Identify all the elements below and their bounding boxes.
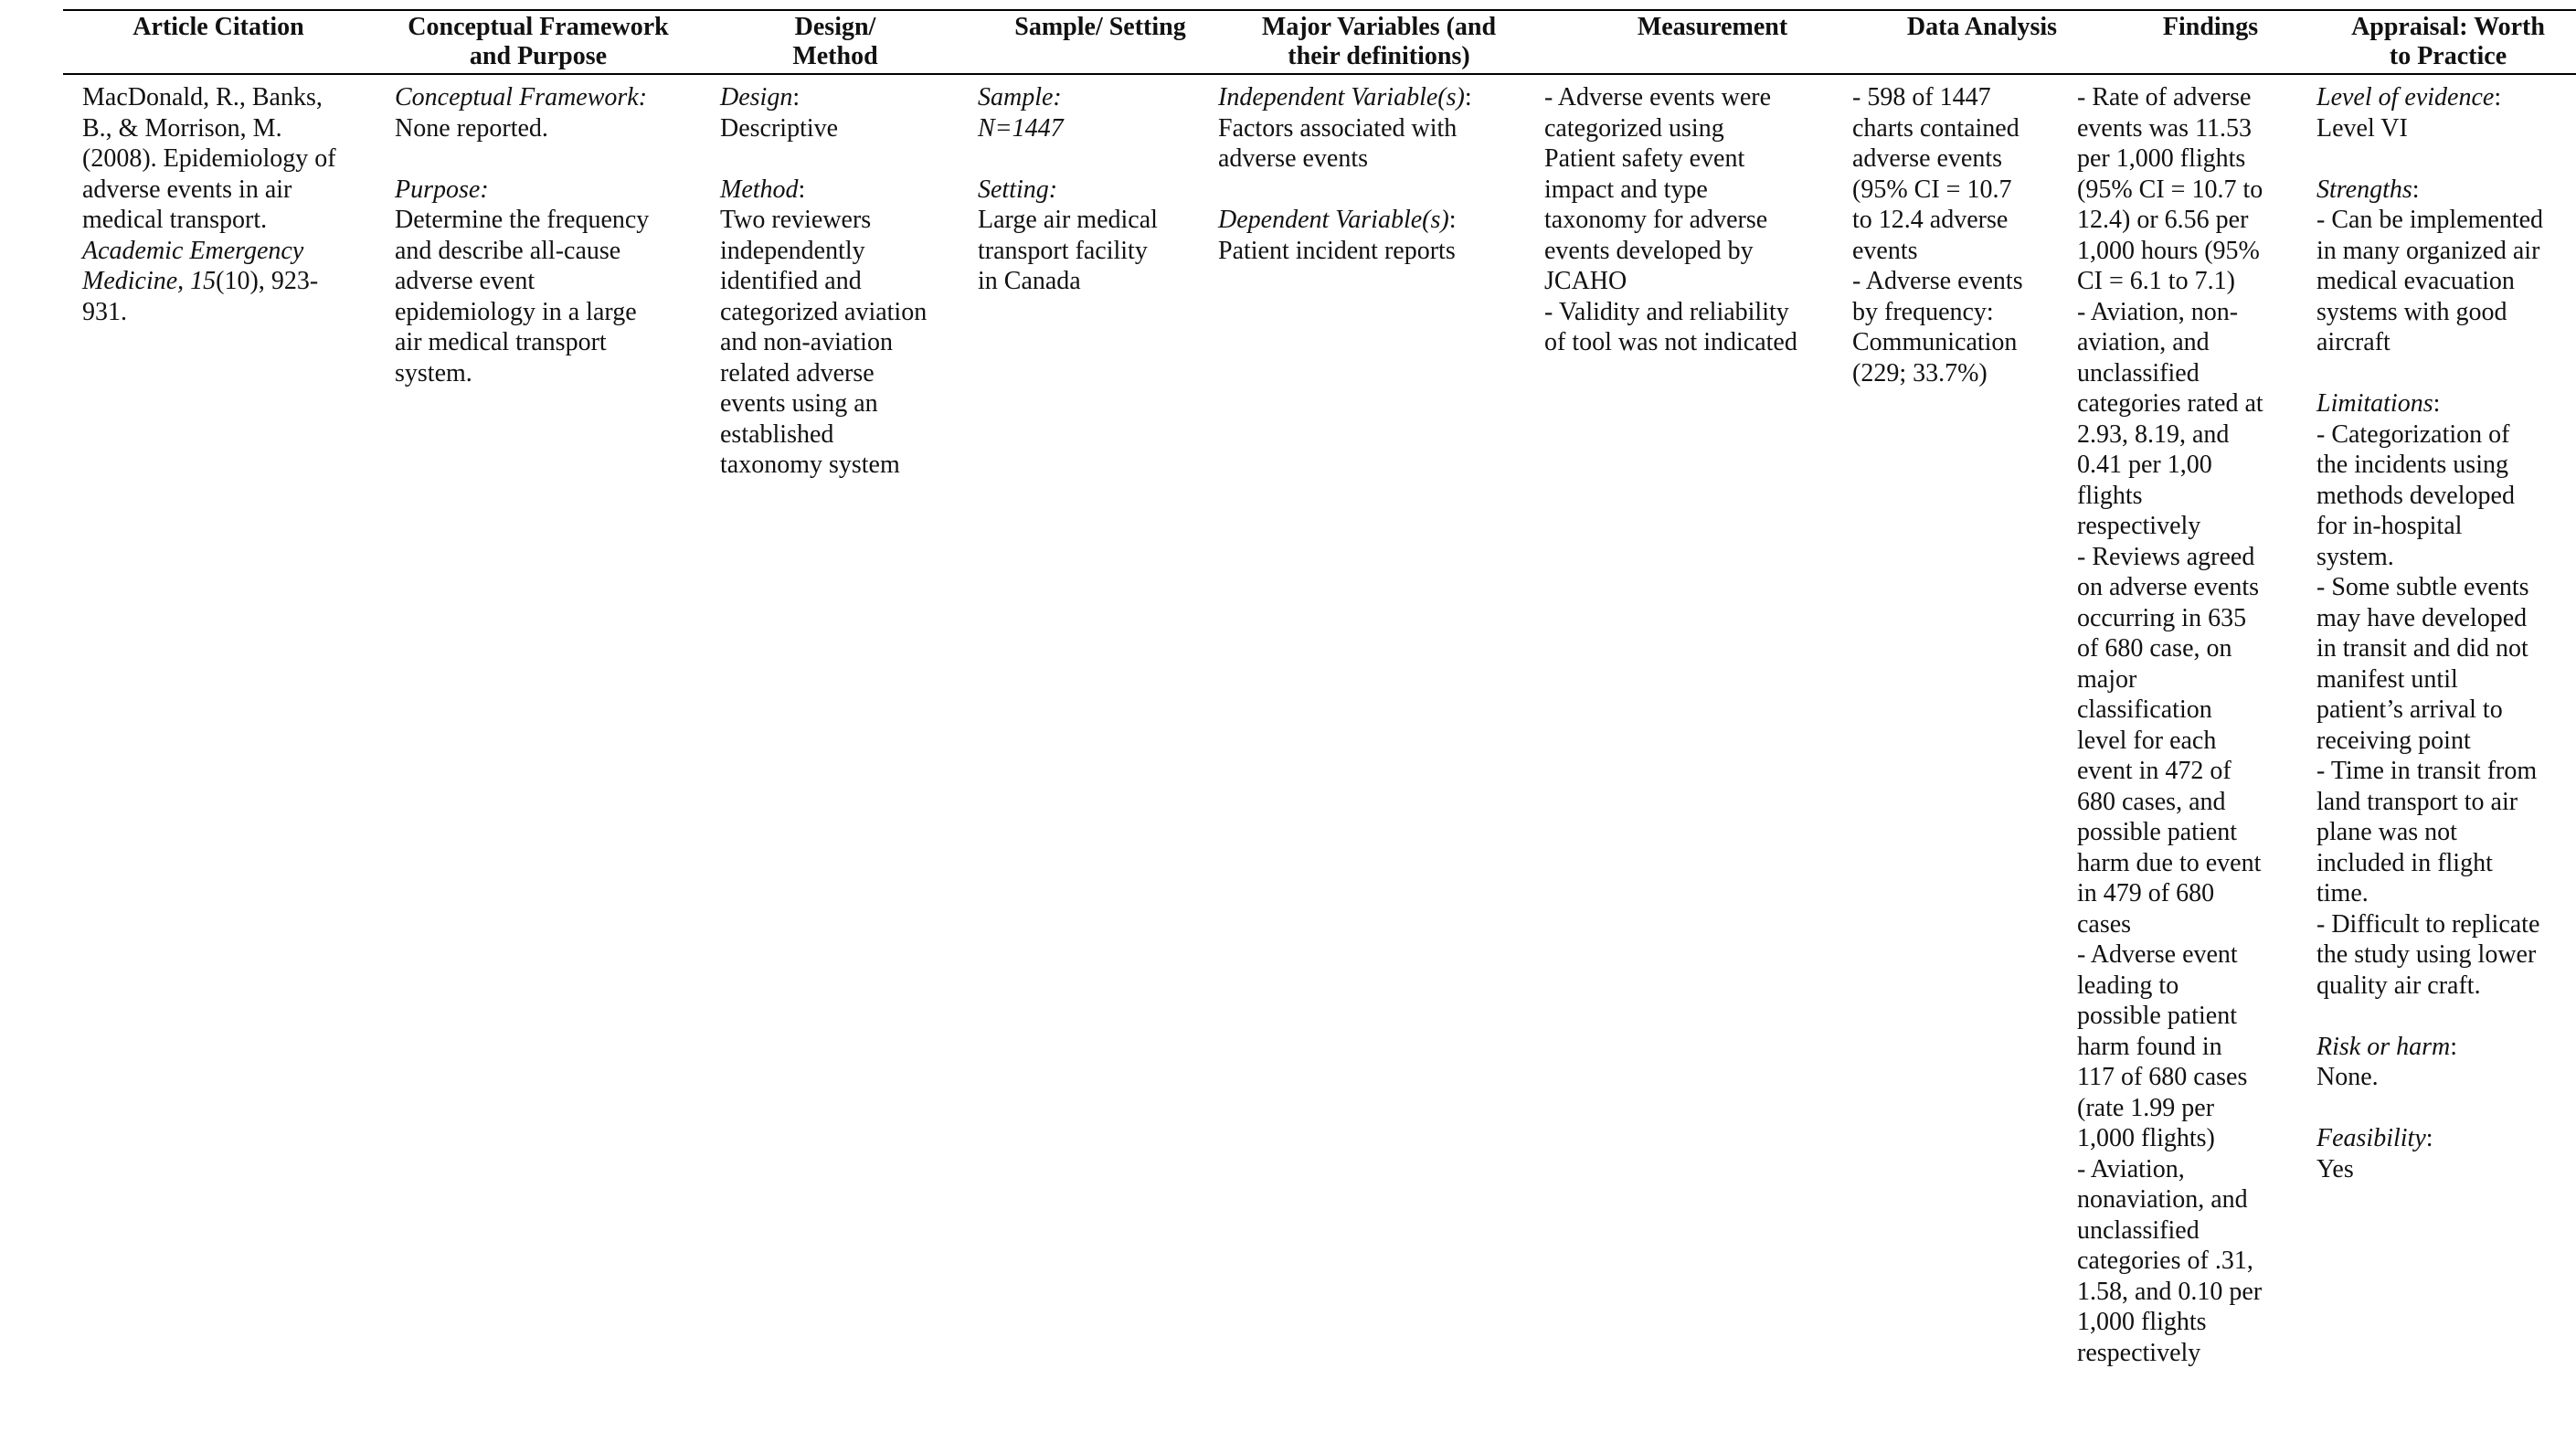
findings-line: 0.41 per 1,00 bbox=[2077, 451, 2212, 479]
findings-line: event in 472 of bbox=[2077, 757, 2231, 785]
findings-line: - Reviews agreed bbox=[2077, 542, 2255, 571]
findings-line: harm due to event bbox=[2077, 848, 2262, 877]
header-sample-setting bbox=[968, 13, 1233, 42]
findings-line: categories rated at bbox=[2077, 389, 2263, 418]
framework-label-line bbox=[395, 82, 696, 113]
cell-findings bbox=[2077, 82, 2306, 1368]
limitations-line: - Difficult to replicate bbox=[2316, 909, 2540, 939]
spacer bbox=[1218, 175, 1533, 206]
findings-line: possible patient bbox=[2077, 1002, 2237, 1030]
header-data-analysis bbox=[1845, 13, 2119, 42]
strengths-line: in many organized air bbox=[2316, 236, 2540, 265]
header-appraisal bbox=[2320, 13, 2576, 71]
method-line: categorized aviation bbox=[720, 297, 928, 326]
cell-major-variables bbox=[1218, 82, 1533, 266]
findings-line: (rate 1.99 per bbox=[2077, 1093, 2215, 1122]
analysis-line: events bbox=[1852, 236, 1918, 265]
cell-appraisal bbox=[2316, 82, 2572, 1184]
spacer bbox=[395, 143, 696, 175]
findings-line: events was 11.53 bbox=[2077, 113, 2253, 143]
setting-label: Setting: bbox=[978, 175, 1058, 204]
cell-measurement bbox=[1544, 82, 1860, 358]
setting-line: in Canada bbox=[978, 267, 1081, 295]
dv-label: Dependent Variable(s) bbox=[1218, 206, 1449, 234]
purpose-line: air medical transport bbox=[395, 328, 607, 356]
findings-line: 1,000 hours (95% bbox=[2077, 236, 2260, 265]
citation-line: (2008). Epidemiology of bbox=[82, 144, 336, 173]
strengths-line: medical evacuation bbox=[2316, 267, 2515, 295]
header-line: Data Analysis bbox=[1906, 13, 2058, 41]
analysis-line: - 598 of 1447 bbox=[1852, 83, 1991, 111]
loe-label-line: Level of evidence: bbox=[2316, 83, 2502, 111]
header-line: Sample/ Setting bbox=[1014, 13, 1186, 41]
measurement-line: - Adverse events were bbox=[1544, 83, 1772, 111]
purpose-line: epidemiology in a large bbox=[395, 297, 637, 326]
method-line: independently bbox=[720, 236, 865, 265]
limitations-line: - Time in transit from bbox=[2316, 757, 2538, 785]
measurement-line: JCAHO bbox=[1544, 267, 1627, 295]
limitations-line: - Categorization of bbox=[2316, 419, 2510, 449]
findings-line: flights bbox=[2077, 481, 2143, 510]
limitations-line: quality air craft. bbox=[2316, 971, 2481, 1000]
measurement-line: impact and type bbox=[1544, 175, 1708, 204]
findings-line: 117 of 680 cases bbox=[2077, 1063, 2248, 1091]
feasibility-label-line: Feasibility: bbox=[2316, 1124, 2433, 1152]
header-line: Measurement bbox=[1637, 13, 1788, 41]
findings-line: cases bbox=[2077, 909, 2132, 939]
purpose-line: adverse event bbox=[395, 267, 535, 295]
spacer bbox=[720, 143, 958, 175]
findings-line: on adverse events bbox=[2077, 573, 2260, 601]
citation-issue-pages: (10), 923- bbox=[216, 267, 319, 295]
header-conceptual-framework bbox=[383, 13, 694, 71]
findings-line: 1.58, and 0.10 per bbox=[2077, 1277, 2263, 1306]
header-findings bbox=[2092, 13, 2329, 42]
limitations-label-line: Limitations: bbox=[2316, 389, 2441, 418]
analysis-line: by frequency: bbox=[1852, 297, 1994, 326]
citation-line: adverse events in air bbox=[82, 175, 292, 204]
citation-journal-volume: Medicine, 15 bbox=[82, 267, 217, 295]
header-line: Article Citation bbox=[133, 13, 304, 41]
method-line: established bbox=[720, 419, 834, 449]
method-label-line: Method: bbox=[720, 175, 806, 204]
findings-line: 680 cases, and bbox=[2077, 787, 2226, 816]
sample-label: Sample: bbox=[978, 83, 1062, 111]
findings-line: in 479 of 680 bbox=[2077, 879, 2215, 907]
method-line: and non-aviation bbox=[720, 328, 893, 356]
findings-line: nonaviation, and bbox=[2077, 1185, 2248, 1214]
spacer bbox=[978, 143, 1215, 175]
setting-line: Large air medical bbox=[978, 206, 1158, 234]
findings-line: CI = 6.1 to 7.1) bbox=[2077, 267, 2235, 295]
analysis-line: - Adverse events bbox=[1852, 267, 2023, 295]
feasibility-label: Feasibility bbox=[2316, 1124, 2426, 1152]
findings-line: harm found in bbox=[2077, 1032, 2222, 1061]
findings-line: - Aviation, non- bbox=[2077, 297, 2239, 326]
design-label: Design bbox=[720, 83, 793, 111]
limitations-line: - Some subtle events bbox=[2316, 573, 2529, 601]
strengths-line: - Can be implemented bbox=[2316, 206, 2544, 234]
limitations-line: time. bbox=[2316, 879, 2369, 907]
findings-line: 12.4) or 6.56 per bbox=[2077, 206, 2249, 234]
design-value: Descriptive bbox=[720, 113, 839, 143]
findings-line: - Adverse event bbox=[2077, 940, 2238, 969]
purpose-line: Determine the frequency bbox=[395, 206, 650, 234]
table-header-row bbox=[63, 11, 2576, 75]
framework-label: Conceptual Framework: bbox=[395, 83, 648, 111]
feasibility-value: Yes bbox=[2316, 1154, 2354, 1183]
limitations-line: system. bbox=[2316, 542, 2394, 571]
limitations-line: plane was not bbox=[2316, 818, 2457, 846]
sample-label-line bbox=[978, 82, 1215, 113]
findings-line: of 680 case, on bbox=[2077, 634, 2232, 663]
findings-line: 1,000 flights) bbox=[2077, 1124, 2215, 1152]
spacer bbox=[2316, 1093, 2572, 1124]
strengths-label: Strengths bbox=[2316, 175, 2412, 204]
limitations-line: the study using lower bbox=[2316, 940, 2537, 969]
risk-value: None. bbox=[2316, 1063, 2379, 1091]
measurement-line: - Validity and reliability bbox=[1544, 297, 1789, 326]
spacer bbox=[2316, 143, 2572, 175]
citation-line: MacDonald, R., Banks, bbox=[82, 83, 323, 111]
findings-line: leading to bbox=[2077, 971, 2179, 1000]
design-label-line: Design: bbox=[720, 83, 800, 111]
citation-line: medical transport. bbox=[82, 206, 268, 234]
setting-line: transport facility bbox=[978, 236, 1148, 265]
citation-line: B., & Morrison, M. bbox=[82, 113, 282, 143]
risk-label: Risk or harm bbox=[2316, 1032, 2451, 1061]
header-article-citation bbox=[63, 13, 374, 42]
measurement-line: events developed by bbox=[1544, 236, 1754, 265]
findings-line: respectively bbox=[2077, 1338, 2201, 1367]
method-line: identified and bbox=[720, 267, 862, 295]
findings-line: 2.93, 8.19, and bbox=[2077, 419, 2230, 449]
measurement-line: Patient safety event bbox=[1544, 144, 1745, 173]
measurement-line: of tool was not indicated bbox=[1544, 328, 1797, 356]
cell-article-citation bbox=[82, 82, 366, 327]
limitations-line: patient’s arrival to bbox=[2316, 695, 2503, 724]
method-line: taxonomy system bbox=[720, 451, 900, 479]
analysis-line: to 12.4 adverse bbox=[1852, 206, 2009, 234]
limitations-line: land transport to air bbox=[2316, 787, 2518, 816]
limitations-line: may have developed bbox=[2316, 603, 2528, 632]
limitations-line: methods developed bbox=[2316, 481, 2515, 510]
method-line: Two reviewers bbox=[720, 206, 872, 234]
spacer bbox=[2316, 358, 2572, 389]
findings-line: respectively bbox=[2077, 512, 2201, 540]
table-row bbox=[63, 75, 2576, 1409]
measurement-line: taxonomy for adverse bbox=[1544, 206, 1768, 234]
analysis-line: Communication bbox=[1852, 328, 2018, 356]
header-line: to Practice bbox=[2389, 42, 2507, 70]
sample-value-line bbox=[978, 113, 1215, 144]
setting-label-line bbox=[978, 175, 1215, 206]
findings-line: unclassified bbox=[2077, 1215, 2200, 1245]
iv-line: Factors associated with bbox=[1218, 113, 1458, 143]
findings-line: 1,000 flights bbox=[2077, 1308, 2207, 1336]
iv-line: adverse events bbox=[1218, 144, 1369, 173]
findings-line: (95% CI = 10.7 to bbox=[2077, 175, 2263, 204]
citation-volume-line bbox=[82, 266, 366, 297]
cell-design-method bbox=[720, 82, 958, 481]
analysis-line: adverse events bbox=[1852, 144, 2003, 173]
header-line: Appraisal: Worth bbox=[2351, 13, 2545, 41]
dv-label-line: Dependent Variable(s): bbox=[1218, 206, 1457, 234]
framework-value: None reported. bbox=[395, 113, 548, 143]
findings-line: possible patient bbox=[2077, 818, 2237, 846]
dv-line: Patient incident reports bbox=[1218, 236, 1456, 265]
findings-line: aviation, and bbox=[2077, 328, 2210, 356]
analysis-line: (229; 33.7%) bbox=[1852, 358, 1988, 387]
limitations-line: the incidents using bbox=[2316, 451, 2508, 479]
analysis-line: charts contained bbox=[1852, 113, 2019, 143]
header-measurement bbox=[1543, 13, 1882, 42]
findings-line: per 1,000 flights bbox=[2077, 144, 2246, 173]
header-line: and Purpose bbox=[469, 42, 608, 70]
measurement-line: categorized using bbox=[1544, 113, 1724, 143]
strengths-label-line: Strengths: bbox=[2316, 175, 2420, 204]
findings-line: - Aviation, bbox=[2077, 1154, 2185, 1183]
cell-sample-setting bbox=[978, 82, 1215, 297]
citation-journal-line bbox=[82, 236, 366, 267]
findings-line: categories of .31, bbox=[2077, 1247, 2253, 1275]
limitations-line: included in flight bbox=[2316, 848, 2493, 877]
method-line: related adverse bbox=[720, 358, 875, 387]
citation-journal: Academic Emergency bbox=[82, 236, 304, 265]
findings-line: classification bbox=[2077, 695, 2212, 724]
findings-line: occurring in 635 bbox=[2077, 603, 2247, 632]
header-line: Findings bbox=[2162, 13, 2259, 41]
limitations-line: manifest until bbox=[2316, 664, 2458, 694]
header-line: Method bbox=[792, 42, 878, 70]
loe-label: Level of evidence bbox=[2316, 83, 2495, 111]
findings-line: unclassified bbox=[2077, 358, 2200, 387]
cell-conceptual-framework bbox=[395, 82, 696, 388]
header-line: Design/ bbox=[794, 13, 876, 41]
analysis-line: (95% CI = 10.7 bbox=[1852, 175, 2012, 204]
strengths-line: systems with good bbox=[2316, 297, 2507, 326]
sample-value: N=1447 bbox=[978, 113, 1064, 143]
limitations-line: for in-hospital bbox=[2316, 512, 2463, 540]
findings-line: major bbox=[2077, 664, 2137, 694]
findings-line: - Rate of adverse bbox=[2077, 83, 2252, 111]
method-line: events using an bbox=[720, 389, 878, 418]
header-line: Major Variables (and bbox=[1261, 13, 1497, 41]
header-line: their definitions) bbox=[1288, 42, 1470, 70]
evidence-table bbox=[63, 9, 2576, 1409]
strengths-line: aircraft bbox=[2316, 328, 2390, 356]
method-label: Method bbox=[720, 175, 799, 204]
risk-label-line: Risk or harm: bbox=[2316, 1032, 2458, 1061]
limitations-label: Limitations bbox=[2316, 389, 2433, 418]
cell-data-analysis bbox=[1852, 82, 2076, 388]
loe-value: Level VI bbox=[2316, 113, 2408, 143]
limitations-line: receiving point bbox=[2316, 726, 2471, 755]
iv-label: Independent Variable(s) bbox=[1218, 83, 1465, 111]
findings-line: level for each bbox=[2077, 726, 2217, 755]
limitations-line: in transit and did not bbox=[2316, 634, 2528, 663]
header-major-variables bbox=[1214, 13, 1543, 71]
purpose-label: Purpose: bbox=[395, 175, 489, 204]
purpose-line: system. bbox=[395, 358, 472, 387]
iv-label-line: Independent Variable(s): bbox=[1218, 83, 1472, 111]
header-design-method bbox=[712, 13, 959, 71]
purpose-label-line bbox=[395, 175, 696, 206]
purpose-line: and describe all-cause bbox=[395, 236, 621, 265]
spacer bbox=[2316, 1001, 2572, 1032]
header-line: Conceptual Framework bbox=[408, 13, 669, 41]
citation-line: 931. bbox=[82, 297, 127, 326]
